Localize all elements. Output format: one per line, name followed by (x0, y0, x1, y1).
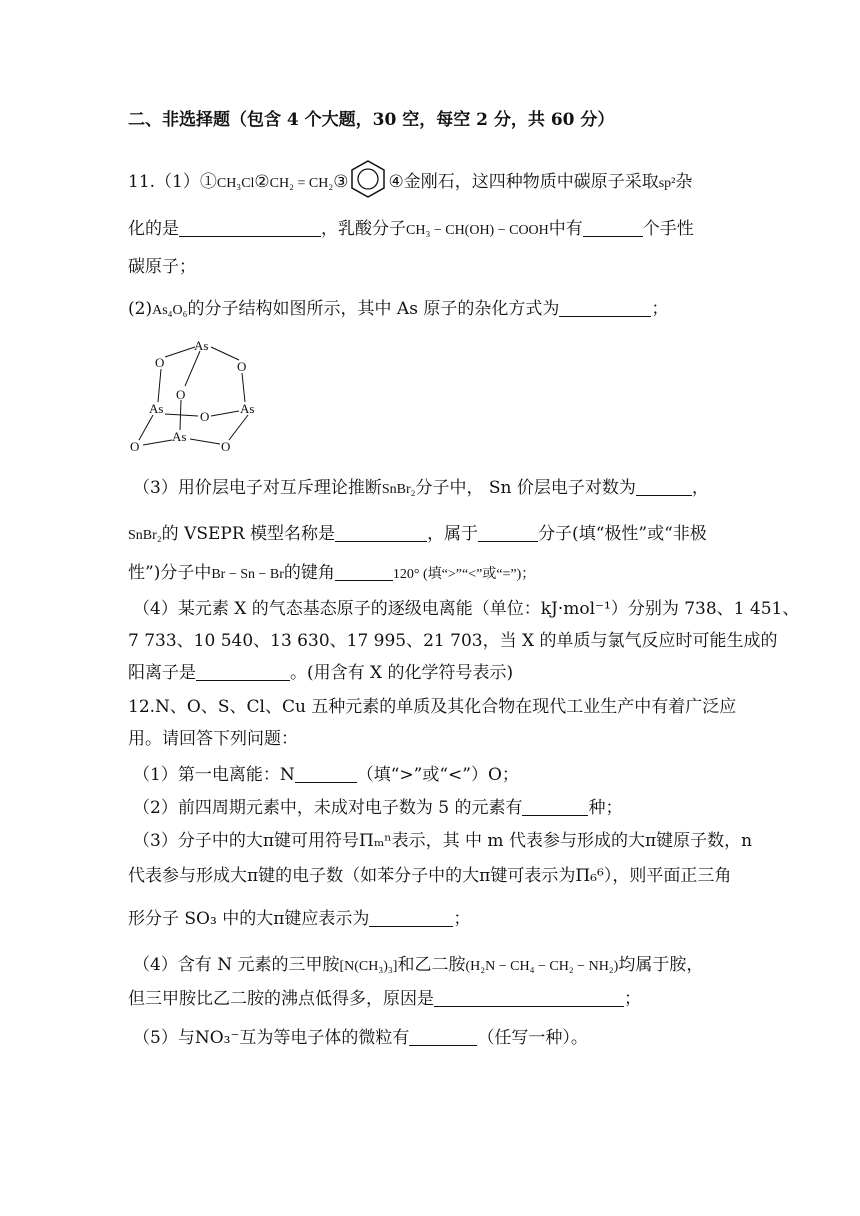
answer-blank-as-hybrid[interactable] (559, 297, 651, 317)
formula-ch3cl: CH₃Cl (216, 176, 255, 191)
answer-blank-polarity[interactable] (478, 522, 538, 542)
q12-text-p1a: （1）第一电离能：N (133, 765, 295, 785)
formula-ethylenediamine: (H₂N − CH₄ − CH₂ − NH₂) (465, 959, 619, 974)
q12-part-2 (133, 796, 622, 820)
formula-as4o6: As₄O₆ (152, 303, 188, 318)
q11-text-p3b: 分子中， (415, 478, 484, 498)
q11-text-p4c: 阳离子是 (128, 663, 196, 683)
atom-o-middle: O (200, 409, 210, 424)
section-title: 二、非选择题（包含 4 个大题，30 空，每空 2 分，共 60 分） (128, 110, 615, 130)
q11-text-p3d: ， (691, 478, 709, 498)
q12-text-p4e: ； (624, 989, 641, 1009)
q11-text-p3f: ，属于 (427, 524, 479, 544)
q11-number: 11.（1）① (128, 172, 217, 192)
q12-text-p4c: 均属于胺， (618, 955, 704, 975)
q11-text-1b: 杂 (675, 172, 693, 192)
q11-line-1 (128, 159, 692, 199)
atom-o-bottom-left: O (130, 439, 140, 454)
q12-part-3-line-1 (133, 829, 752, 853)
atom-o-center: O (176, 387, 186, 402)
formula-br-sn-br: Br − Sn − Br (211, 567, 284, 582)
atom-as-left: As (149, 401, 164, 416)
q12-text-p3a: （3）分子中的大π键可用符号 (133, 831, 359, 851)
answer-blank-ionization[interactable] (295, 763, 357, 783)
q11-text-p3i: 的键角 (283, 563, 335, 583)
q11-text-2d: 个手性 (642, 219, 694, 239)
q11-part-4-line-1: （4）某元素 X 的气态基态原子的逐级电离能（单位：kJ·mol⁻¹）分别为 738、1 451、 (133, 599, 800, 619)
answer-blank-sp2[interactable] (179, 217, 321, 237)
q12-text-p3e: 形分子 SO₃ 中的大π键应表示为 (128, 909, 370, 929)
formula-snbr2-2: SnBr₂ (128, 528, 162, 543)
q11-part-2 (128, 297, 668, 323)
answer-blank-chiral[interactable] (583, 217, 643, 237)
formula-snbr2: SnBr₂ (381, 482, 416, 497)
answer-blank-angle[interactable] (335, 561, 393, 581)
q12-line-2: 用。请回答下列问题： (128, 729, 298, 749)
q11-text-1: ④金刚石，这四种物质中碳原子采取 (388, 172, 659, 192)
q12-line-1: 12.N、O、S、Cl、Cu 五种元素的单质及其化合物在现代工业生产中有着广泛应 (128, 697, 737, 717)
sp2-label: sp² (658, 176, 676, 191)
q11-text-2c: 中有 (548, 219, 583, 239)
q11-text-p3g: 分子(填“极性”或“非极 (538, 524, 707, 544)
answer-blank-so3-pi[interactable] (369, 907, 453, 927)
q11-text-p3e: 的 VSEPR 模型名称是 (161, 524, 336, 544)
atom-as-top: As (194, 338, 209, 353)
answer-blank-isoelectronic[interactable] (409, 1026, 477, 1046)
q11-part-4-line-2: 7 733、10 540、13 630、17 995、21 703，当 X 的单质与氯气反应时可能生成的 (128, 631, 778, 651)
q12-text-p3c: 代表参与形成大π键的电子数（如苯分子中的大π键可表示为 (128, 866, 576, 886)
atom-as-right: As (240, 401, 255, 416)
q11-text-p3j: 120° (填“>”“<”或“=”)； (392, 567, 536, 582)
formula-ethene: CH₂ = CH₂ (269, 176, 334, 191)
q12-part-5 (133, 1026, 588, 1050)
circle-2: ② (254, 172, 270, 192)
q11-text-2a: 化的是 (128, 219, 179, 239)
answer-blank-vsepr[interactable] (335, 522, 427, 542)
q12-text-p4b: 和乙二胺 (397, 955, 466, 975)
q12-text-p4a: （4）含有 N 元素的三甲胺 (133, 955, 340, 975)
q12-text-p1b: （填“>”或“<”）O； (356, 765, 519, 785)
q12-part-4-line-1 (133, 953, 703, 979)
answer-blank-cation[interactable] (196, 661, 290, 681)
pi-symbol-mn: Πₘⁿ (359, 831, 392, 851)
q11-text-2b: ，乳酸分子 (321, 219, 406, 239)
q11-part-3-line-2 (128, 522, 707, 548)
q12-text-p2a: （2）前四周期元素中，未成对电子数为 5 的元素有 (133, 798, 523, 818)
q11-part-4-line-3 (128, 661, 513, 685)
atom-as-bottom: As (172, 429, 187, 444)
q12-text-p3d: ），则平面正三角 (603, 866, 732, 886)
q12-part-1 (133, 763, 519, 787)
q12-text-p4d: 但三甲胺比乙二胺的沸点低得多，原因是 (128, 989, 434, 1009)
q12-text-p2b: 种； (588, 798, 623, 818)
benzene-ring-icon (348, 159, 388, 199)
answer-blank-boiling-reason[interactable] (434, 987, 624, 1007)
formula-lactic-acid: CH₃ − CH(OH) − COOH (406, 223, 549, 238)
q12-part-3-line-2 (128, 864, 731, 888)
circle-3: ③ (333, 172, 349, 192)
q12-text-p3b: 表示，其 中 m 代表参与形成的大π键原子数，n (391, 831, 753, 851)
q11-part-3-line-1 (133, 476, 709, 502)
q12-text-p5c: （任写一种）。 (477, 1028, 588, 1048)
atom-o-left: O (155, 355, 165, 370)
q11-text-p3c: Sn 价层电子对数为 (488, 478, 636, 498)
answer-blank-element-count[interactable] (522, 796, 588, 816)
q12-text-p5b: 互为等电子体的微粒有 (239, 1028, 410, 1048)
q11-text-p3h: 性”)分子中 (128, 563, 212, 583)
q11-part-2-label: (2) (128, 299, 153, 319)
formula-trimethylamine: [N(CH₃)₃] (339, 959, 398, 974)
q12-text-p5a: （5）与 (133, 1028, 195, 1048)
q11-text-p2b: 的分子结构如图所示，其中 As 原子的杂化方式为 (187, 299, 560, 319)
atom-o-right: O (237, 359, 247, 374)
q11-line-2 (128, 217, 694, 243)
pi-symbol-66: Π₆⁶ (575, 866, 604, 886)
atom-o-bottom-right: O (221, 439, 231, 454)
q12-part-3-line-3 (128, 907, 470, 931)
q11-text-p2c: ； (651, 299, 669, 319)
q11-line-3: 碳原子； (128, 257, 196, 277)
q11-text-p4d: 。(用含有 X 的化学符号表示) (290, 663, 514, 683)
formula-nitrate: NO₃⁻ (194, 1028, 240, 1048)
q11-part-3-line-3 (128, 561, 535, 587)
q12-text-p3f: ； (453, 909, 471, 929)
q12-part-4-line-2 (128, 987, 641, 1011)
q11-text-p3a: （3）用价层电子对互斥理论推断 (133, 478, 382, 498)
as4o6-structure-diagram (125, 334, 275, 456)
answer-blank-sn-pairs[interactable] (636, 476, 692, 496)
